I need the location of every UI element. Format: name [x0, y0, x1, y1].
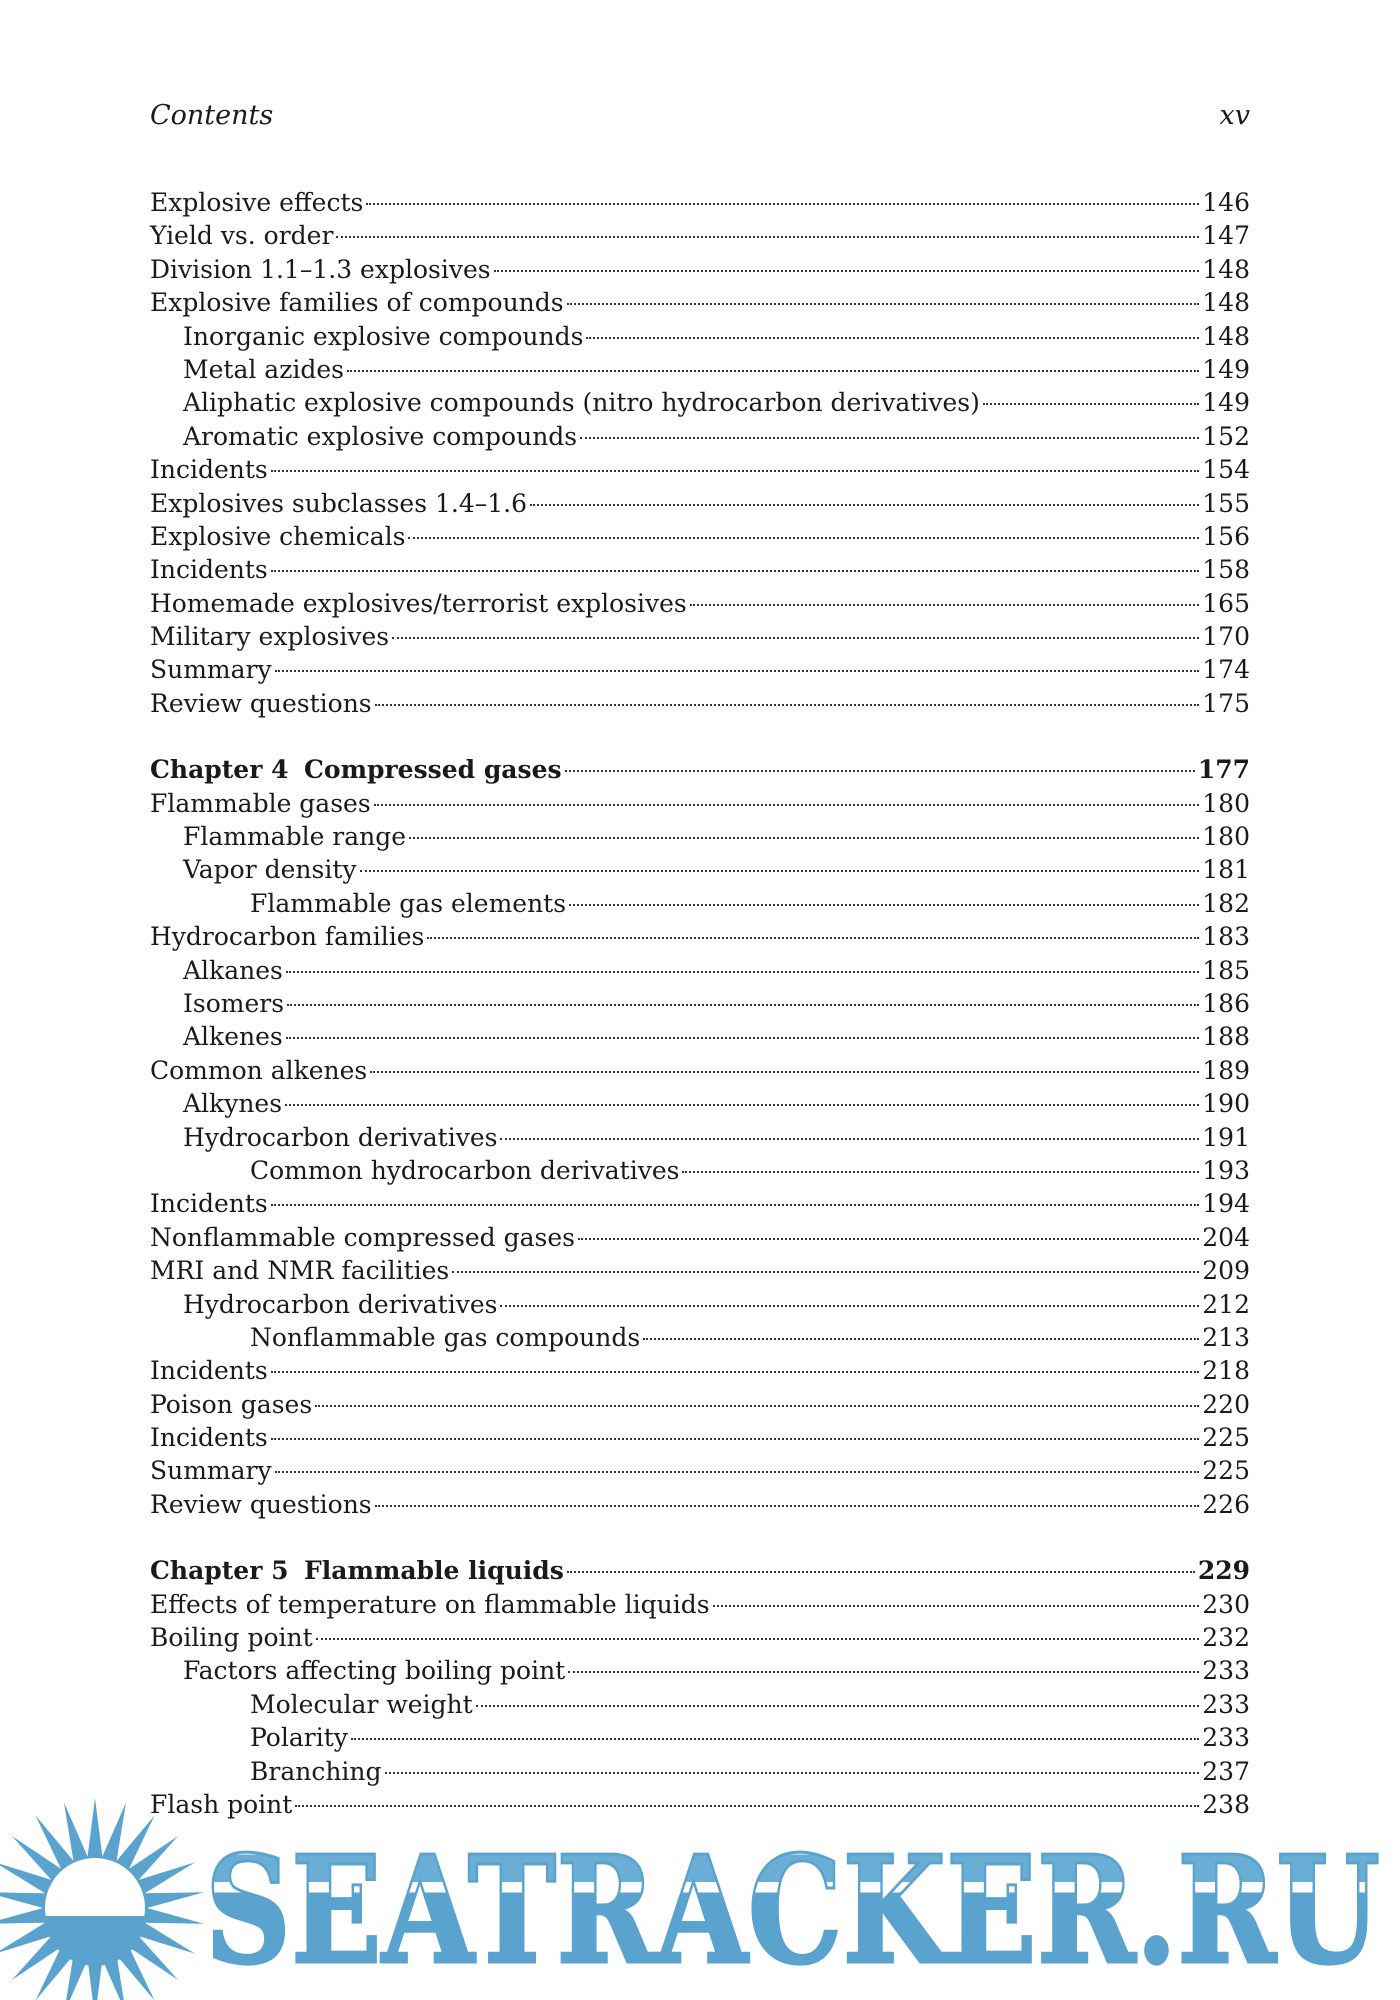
dot-leader [452, 1271, 1199, 1273]
toc-entry-title [150, 1554, 564, 1587]
toc-entry [150, 920, 1250, 953]
toc-entry-page: 146 [1202, 188, 1250, 217]
dot-leader [569, 904, 1199, 906]
toc-entry [150, 286, 1250, 319]
toc-entry-title: Inorganic explosive compounds [183, 321, 584, 351]
toc-entry-title: Aromatic explosive compounds [183, 421, 578, 451]
toc-entry [150, 1221, 1250, 1254]
toc-entry-page: 209 [1202, 1256, 1250, 1286]
toc-entry-title: Incidents [150, 1356, 268, 1386]
toc-entry-title: Military explosives [150, 622, 390, 652]
chapter-title: Flammable liquids [304, 1556, 564, 1586]
toc-entry-page: 180 [1202, 822, 1250, 852]
toc-entry-title: Flammable gas elements [250, 888, 567, 918]
toc-entry [150, 219, 1250, 252]
toc-entry-title: Nonflammable compressed gases [150, 1222, 575, 1252]
toc-entry-page: 233 [1202, 1689, 1250, 1719]
dot-leader [275, 1471, 1200, 1473]
toc-entry-page: 225 [1202, 1423, 1250, 1453]
dot-leader [285, 1104, 1199, 1106]
dot-leader [374, 804, 1200, 806]
dot-leader [286, 1037, 1200, 1039]
toc-entry-title: Summary [150, 655, 272, 685]
dot-leader [275, 670, 1200, 672]
toc-entry-page: 213 [1202, 1322, 1250, 1352]
toc-entry-page: 170 [1202, 622, 1250, 652]
toc-entry [150, 320, 1250, 353]
dot-leader [690, 604, 1200, 606]
toc-entry [150, 1354, 1250, 1387]
toc-entry-title: Effects of temperature on flammable liquids [150, 1589, 710, 1619]
dot-leader [366, 203, 1199, 205]
dot-leader [347, 370, 1199, 372]
toc-entry [150, 186, 1250, 219]
toc-chapter-entry [150, 1554, 1250, 1587]
dot-leader [500, 1305, 1199, 1307]
toc-entry-page: 148 [1202, 288, 1250, 318]
toc-entry [150, 1488, 1250, 1521]
toc-entry-page: 218 [1202, 1356, 1250, 1386]
toc-entry-page: 148 [1202, 254, 1250, 284]
toc-chapter-entry [150, 753, 1250, 786]
toc-entry-page: 188 [1202, 1022, 1250, 1052]
toc-entry-page: 158 [1202, 555, 1250, 585]
dot-leader [375, 1505, 1200, 1507]
toc-entry-page: 220 [1202, 1389, 1250, 1419]
toc-entry [150, 1621, 1250, 1654]
toc-entry [150, 853, 1250, 886]
page-number: xv [1219, 100, 1250, 131]
dot-leader [586, 337, 1199, 339]
toc-entry [150, 1321, 1250, 1354]
toc-entry-page: 154 [1202, 455, 1250, 485]
toc-entry-title: Explosives subclasses 1.4–1.6 [150, 488, 528, 518]
dot-leader [408, 537, 1199, 539]
dot-leader [385, 1772, 1200, 1774]
toc-entry [150, 620, 1250, 653]
toc-entry [150, 1388, 1250, 1421]
toc-entry [150, 1421, 1250, 1454]
toc-entry [150, 553, 1250, 586]
toc-entry-page: 183 [1202, 922, 1250, 952]
chapter-number: Chapter 5 [150, 1556, 289, 1586]
toc-entry [150, 386, 1250, 419]
toc-entry [150, 1688, 1250, 1721]
toc-entry [150, 954, 1250, 987]
toc-entry-title: Explosive families of compounds [150, 288, 564, 318]
toc-entry [150, 1020, 1250, 1053]
toc-entry-title: Hydrocarbon derivatives [183, 1289, 498, 1319]
toc-entry-page: 149 [1202, 354, 1250, 384]
toc-entry-page: 180 [1202, 788, 1250, 818]
toc-entry-title: Common hydrocarbon derivatives [250, 1155, 680, 1185]
toc-entry-page: 177 [1197, 755, 1250, 785]
watermark-text: SEATRACKER.RU [205, 1823, 1380, 1997]
toc-entry [150, 1054, 1250, 1087]
toc-entry-title: Polarity [250, 1723, 348, 1753]
toc-entry-title: Yield vs. order [150, 221, 334, 251]
toc-entry [150, 787, 1250, 820]
toc-entry-page: 233 [1202, 1656, 1250, 1686]
toc-entry-title: Division 1.1–1.3 explosives [150, 254, 491, 284]
toc-entry-title: Poison gases [150, 1389, 313, 1419]
toc-entry-page: 189 [1202, 1055, 1250, 1085]
toc-entry [150, 1187, 1250, 1220]
dot-leader [351, 1738, 1199, 1740]
toc-entry-title: Flash point [150, 1789, 293, 1819]
toc-entry-page: 191 [1202, 1122, 1250, 1152]
dot-leader [409, 837, 1199, 839]
toc-entry-title: Incidents [150, 555, 268, 585]
toc-entry-title: Review questions [150, 1489, 372, 1519]
dot-leader [567, 303, 1200, 305]
toc-entry-page: 233 [1202, 1723, 1250, 1753]
toc-entry-page: 148 [1202, 321, 1250, 351]
toc-entry [150, 353, 1250, 386]
dot-leader [578, 1238, 1199, 1240]
toc-entry [150, 1755, 1250, 1788]
toc-entry-title: Summary [150, 1456, 272, 1486]
toc-entry-title: Flammable gases [150, 788, 371, 818]
dot-leader [271, 470, 1200, 472]
toc-entry-title: Explosive chemicals [150, 521, 406, 551]
toc-entry-page: 147 [1202, 221, 1250, 251]
toc-entry-page: 156 [1202, 521, 1250, 551]
toc-entry [150, 520, 1250, 553]
toc-entry [150, 1087, 1250, 1120]
dot-leader [271, 1371, 1200, 1373]
toc-entry-title: Alkenes [183, 1022, 283, 1052]
toc-entry-page: 194 [1202, 1189, 1250, 1219]
toc-entry-page: 181 [1202, 855, 1250, 885]
toc-entry-title: Alkanes [183, 955, 283, 985]
toc-entry-page: 229 [1197, 1556, 1250, 1586]
dot-leader [682, 1171, 1199, 1173]
toc-entry [150, 687, 1250, 720]
watermark [0, 1790, 1400, 2000]
dot-leader [530, 504, 1199, 506]
toc-entry-title: Explosive effects [150, 188, 364, 217]
toc-entry-page: 186 [1202, 988, 1250, 1018]
dot-leader [316, 1638, 1200, 1640]
dot-leader [360, 870, 1200, 872]
toc-entry [150, 1454, 1250, 1487]
toc-entry-page: 204 [1202, 1222, 1250, 1252]
toc-entry-page: 175 [1202, 688, 1250, 718]
toc-entry [150, 1654, 1250, 1687]
dot-leader [271, 1438, 1200, 1440]
dot-leader [500, 1138, 1199, 1140]
toc-entry-page: 237 [1202, 1756, 1250, 1786]
toc-entry-page: 193 [1202, 1155, 1250, 1185]
toc-entry [150, 987, 1250, 1020]
toc-entry [150, 420, 1250, 453]
toc-entry-title: MRI and NMR facilities [150, 1256, 450, 1286]
dot-leader [336, 236, 1199, 238]
toc-entry-page: 174 [1202, 655, 1250, 685]
dot-leader [568, 1671, 1199, 1673]
toc-entry-title: Factors affecting boiling point [183, 1656, 566, 1686]
dot-leader [643, 1338, 1199, 1340]
toc-entry [150, 820, 1250, 853]
toc-entry [150, 487, 1250, 520]
toc-entry [150, 1154, 1250, 1187]
toc-entry-page: 182 [1202, 888, 1250, 918]
dot-leader [271, 1204, 1200, 1206]
chapter-title: Compressed gases [304, 755, 562, 785]
toc-entry-title: Incidents [150, 455, 268, 485]
toc-entry-page: 165 [1202, 588, 1250, 618]
dot-leader [476, 1705, 1200, 1707]
toc-entry-title: Common alkenes [150, 1055, 368, 1085]
toc-entry [150, 1288, 1250, 1321]
toc-entry [150, 587, 1250, 620]
dot-leader [565, 770, 1195, 772]
dot-leader [983, 403, 1199, 405]
sun-logo-icon [0, 1798, 204, 2000]
toc-entry-title: Nonflammable gas compounds [250, 1322, 641, 1352]
toc-entry-title: Incidents [150, 1423, 268, 1453]
toc-entry-page: 226 [1202, 1489, 1250, 1519]
toc-entry [150, 1588, 1250, 1621]
toc-entry-page: 212 [1202, 1289, 1250, 1319]
dot-leader [315, 1405, 1199, 1407]
toc-entry-page: 238 [1202, 1789, 1250, 1819]
chapter-number: Chapter 4 [150, 755, 289, 785]
dot-leader [375, 704, 1200, 706]
toc-entry-page: 225 [1202, 1456, 1250, 1486]
toc-entry [150, 653, 1250, 686]
toc-entry-page: 230 [1202, 1589, 1250, 1619]
dot-leader [567, 1571, 1195, 1573]
toc-entry-title: Hydrocarbon families [150, 922, 425, 952]
toc-entry-title: Review questions [150, 688, 372, 718]
toc-entry-page: 152 [1202, 421, 1250, 451]
toc-entry-title: Flammable range [183, 822, 407, 852]
page-header [150, 100, 1250, 140]
toc-entry-title: Isomers [183, 988, 285, 1018]
toc-entry [150, 1121, 1250, 1154]
dot-leader [271, 570, 1200, 572]
toc-entry-title: Hydrocarbon derivatives [183, 1122, 498, 1152]
dot-leader [427, 937, 1199, 939]
toc-entry-page: 155 [1202, 488, 1250, 518]
dot-leader [286, 971, 1199, 973]
running-head: Contents [150, 100, 274, 131]
toc-entry [150, 1721, 1250, 1754]
dot-leader [713, 1605, 1200, 1607]
toc-entry-title: Incidents [150, 1189, 268, 1219]
toc-entry [150, 453, 1250, 486]
toc-entry-title: Boiling point [150, 1623, 313, 1653]
toc-entry-title: Alkynes [183, 1089, 283, 1119]
toc-entry-title: Aliphatic explosive compounds (nitro hydrocarbon derivatives) [183, 388, 980, 418]
dot-leader [370, 1071, 1199, 1073]
toc-entry-title: Homemade explosives/terrorist explosives [150, 588, 687, 618]
table-of-contents [150, 186, 1250, 1821]
toc-entry [150, 1254, 1250, 1287]
toc-entry [150, 253, 1250, 286]
toc-entry-title: Molecular weight [250, 1689, 473, 1719]
toc-entry-title: Vapor density [183, 855, 357, 885]
toc-entry-page: 232 [1202, 1623, 1250, 1653]
dot-leader [580, 437, 1199, 439]
dot-leader [392, 637, 1199, 639]
toc-entry-title [150, 753, 562, 786]
toc-entry [150, 887, 1250, 920]
toc-entry-page: 190 [1202, 1089, 1250, 1119]
toc-entry-title: Branching [250, 1756, 382, 1786]
toc-entry-page: 149 [1202, 388, 1250, 418]
dot-leader [287, 1004, 1199, 1006]
dot-leader [494, 270, 1200, 272]
toc-entry-title: Metal azides [183, 354, 344, 384]
toc-entry-page: 185 [1202, 955, 1250, 985]
